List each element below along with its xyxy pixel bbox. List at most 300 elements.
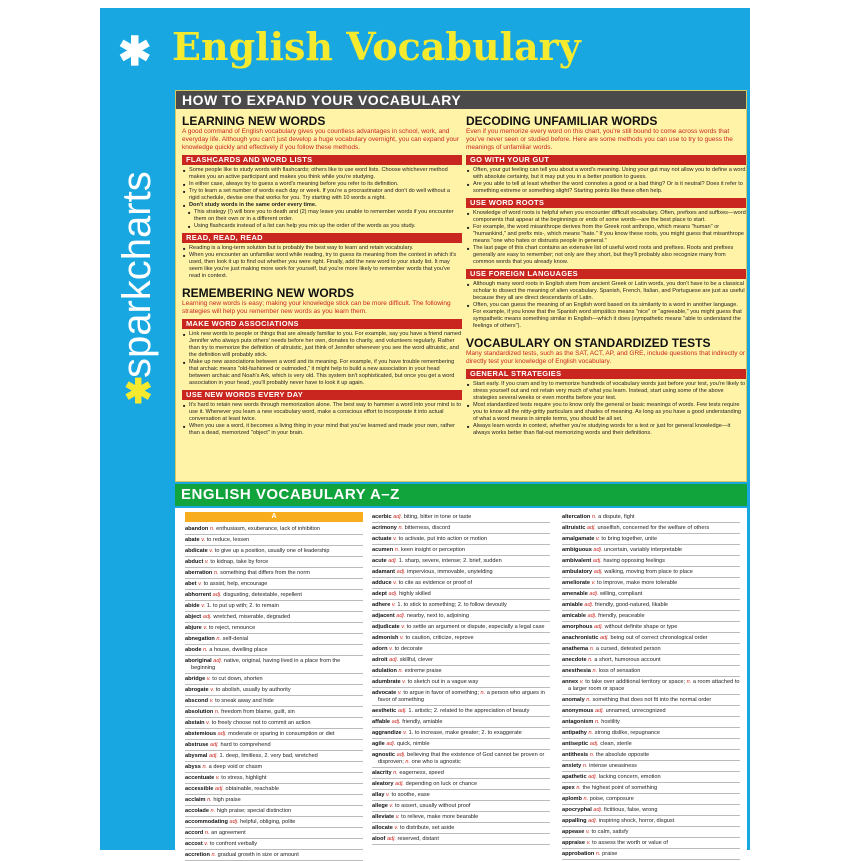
- vocab-word: anonymous: [562, 707, 594, 714]
- list-item: ■ Link new words to people or things that are already familiar to you. For example, say you have a friend named Jennifer who always puts others' needs before her own, donates to charity, and volunteers regularly. Rather than try to memorize the definition of altruistic, just think of Jennifer whenever you see the word altruistic, and the definition will probably stick.: [182, 331, 462, 359]
- part-of-speech: n.: [686, 678, 692, 685]
- part-of-speech: adj.: [212, 591, 222, 598]
- list-item: ■ Often, your gut feeling can tell you about a word's meaning. Using your gut may not allow you to define a word with absolute certainty, but it may put you in a better position to guess.: [466, 167, 746, 181]
- definition: to assert, usually without proof: [394, 802, 471, 809]
- foreign-list: [466, 281, 746, 330]
- vocab-word: anxiety: [562, 762, 582, 769]
- vocab-word: accolade: [185, 807, 209, 814]
- vocab-word: anecdote: [562, 656, 587, 663]
- definition: a person who argues in favor of something: [378, 689, 545, 703]
- definition: hostility: [601, 718, 620, 725]
- definition: to calm, satisfy: [591, 828, 629, 835]
- definition: 1. sharp, severe, intense; 2. brief, sudden: [398, 557, 502, 564]
- vocab-entry: [185, 784, 363, 795]
- vocab-word: apocryphal: [562, 806, 592, 813]
- part-of-speech: adj.: [593, 806, 603, 813]
- howto-panel: [175, 90, 747, 482]
- brand-logo: [112, 128, 162, 411]
- part-of-speech: v.: [201, 602, 206, 609]
- vocab-word: apathetic: [562, 773, 587, 780]
- vocab-entry: [372, 706, 550, 717]
- definition: a room attached to a larger room or space: [568, 678, 740, 692]
- vocab-entry: [372, 717, 550, 728]
- part-of-speech: adj.: [594, 707, 604, 714]
- part-of-speech: adj.: [388, 557, 398, 564]
- vocab-word: allocate: [372, 824, 393, 831]
- definition: uncertain, variably interpretable: [604, 546, 683, 553]
- roots-list: [466, 210, 746, 266]
- vocab-word: admonish: [372, 634, 399, 641]
- vocab-entry: [562, 644, 740, 655]
- definition: intense uneasiness: [589, 762, 637, 769]
- vocab-word: abhorrent: [185, 591, 212, 598]
- vocab-word: acerbic: [372, 513, 392, 520]
- vocab-entry: [185, 601, 363, 612]
- vocab-entry: [185, 817, 363, 828]
- page-title: English Vocabulary: [172, 24, 581, 69]
- vocab-word: abide: [185, 602, 200, 609]
- vocab-word: advocate: [372, 689, 397, 696]
- definition: friendly, amiable: [402, 718, 443, 725]
- definition: reserved, distant: [397, 835, 439, 842]
- definition: to bring together, unite: [601, 535, 658, 542]
- vocab-entry: [562, 655, 740, 666]
- part-of-speech: v.: [209, 697, 214, 704]
- definition: to improve, make more tolerable: [597, 579, 678, 586]
- part-of-speech: adj.: [588, 773, 598, 780]
- definition: poise, composure: [589, 795, 634, 802]
- asterisk-icon: ✱: [118, 30, 152, 74]
- vocab-word: anachronistic: [562, 634, 599, 641]
- definition: without definite shape or type: [604, 623, 678, 630]
- az-header: ENGLISH VOCABULARY A–Z: [175, 484, 747, 506]
- standardized-intro: Many standardized tests, such as the SAT, ACT, AP, and GRE, include questions that indirectly or directly test your knowledge of English vocabulary.: [466, 350, 746, 365]
- definition: extreme praise: [404, 667, 442, 674]
- vocab-entry: [185, 579, 363, 590]
- vocab-word: agile: [372, 740, 385, 747]
- definition: 1. to increase, make greater; 2. to exaggerate: [408, 729, 522, 736]
- vocab-word: aleatory: [372, 780, 394, 787]
- definition: strong dislike, repugnance: [594, 729, 660, 736]
- vocab-entry: [185, 696, 363, 707]
- vocab-word: ambiguous: [562, 546, 592, 553]
- vocab-word: abduct: [185, 558, 204, 565]
- part-of-speech: n.: [209, 525, 215, 532]
- definition: depending on luck or chance: [405, 780, 478, 787]
- part-of-speech: adj.: [397, 707, 407, 714]
- vocab-word: accommodating: [185, 818, 228, 825]
- definition: to assist, help, encourage: [203, 580, 268, 587]
- part-of-speech: adj.: [389, 656, 399, 663]
- vocab-entry: [562, 622, 740, 633]
- vocab-word: alacrity: [372, 769, 392, 776]
- flashcards-header: FLASHCARDS AND WORD LISTS: [182, 155, 462, 165]
- vocab-entry: [372, 750, 550, 768]
- part-of-speech: adj.: [208, 752, 218, 759]
- vocab-entry: [372, 739, 550, 750]
- vocab-word: amorphous: [562, 623, 593, 630]
- read-list: [182, 245, 462, 280]
- part-of-speech: n.: [589, 645, 595, 652]
- part-of-speech: v.: [595, 535, 600, 542]
- vocab-word: altruistic: [562, 524, 586, 531]
- vocab-word: aggrandize: [372, 729, 402, 736]
- definition: to caution, criticize, reprove: [405, 634, 474, 641]
- definition: friendly, good-natured, likable: [595, 601, 668, 608]
- definition: a house, dwelling place: [209, 646, 268, 653]
- list-subitem: ■ Using flashcards instead of a list can help you mix up the order of the words as you study.: [182, 223, 462, 230]
- vocab-word: appease: [562, 828, 585, 835]
- list-item: ■ Make up new associations between a word and its meaning. For example, if you have trouble remembering that archaic means "old-fashioned or outmoded," it might help to build a new association in your head between archaic and Noah's Ark, which is very old. This system isn't sophisticated, but once you get a word association in your head, you'll probably never have to look it up again.: [182, 359, 462, 387]
- vocab-entry: [372, 534, 550, 545]
- list-item: ■ Although many word roots in English stem from ancient Greek or Latin words, you don't have to be a classical scholar to dissect the meaning of alien vocabulary. Spanish, French, Italian, and Portuguese are just as useful because they all are direct descendants of Latin.: [466, 281, 746, 302]
- vocab-entry: [562, 677, 740, 695]
- vocab-word: appraise: [562, 839, 586, 846]
- vocab-word: ambivalent: [562, 557, 592, 564]
- vocab-word: adumbrate: [372, 678, 401, 685]
- vocab-entry: [562, 761, 740, 772]
- az-column-3: [562, 512, 740, 860]
- vocab-word: accost: [185, 840, 203, 847]
- vocab-entry: [185, 612, 363, 623]
- list-item: ■ Start early. If you cram and try to memorize hundreds of vocabulary words just before your test, you're likely to stress yourself out and not retain very much of what you learn. Instead, start using some of the above strategies several weeks or even months before your test.: [466, 381, 746, 402]
- part-of-speech: adj.: [386, 740, 396, 747]
- vocab-entry: [185, 634, 363, 645]
- vocab-word: aloof: [372, 835, 386, 842]
- definition: to cut down, shorten: [212, 675, 263, 682]
- read-header: READ, READ, READ: [182, 233, 462, 243]
- vocab-word: abyss: [185, 763, 201, 770]
- part-of-speech: v.: [391, 601, 396, 608]
- vocab-word: abode: [185, 646, 202, 653]
- part-of-speech: v.: [394, 824, 399, 831]
- vocab-entry: [372, 812, 550, 823]
- part-of-speech: n.: [583, 795, 589, 802]
- definition: bitterness, discord: [404, 524, 451, 531]
- decoding-intro: Even if you memorize every word on this chart, you're still bound to come across words that you've never seen or studied before. Here are some methods you can use to try to guess the meanings of unfamiliar words.: [466, 128, 733, 151]
- vocab-word: accessible: [185, 785, 214, 792]
- vocab-entry: [185, 806, 363, 817]
- vocab-word: ambulatory: [562, 568, 593, 575]
- part-of-speech: v.: [209, 547, 214, 554]
- vocab-word: adjacent: [372, 612, 395, 619]
- vocab-entry: [562, 728, 740, 739]
- part-of-speech: v.: [201, 536, 206, 543]
- vocab-entry: [372, 633, 550, 644]
- definition: to decorate: [394, 645, 423, 652]
- part-of-speech: adj.: [213, 657, 223, 664]
- part-of-speech: n.: [589, 751, 595, 758]
- vocab-entry: [372, 644, 550, 655]
- definition: an agreement: [211, 829, 246, 836]
- standardized-title: VOCABULARY ON STANDARDIZED TESTS: [466, 336, 711, 350]
- vocab-word: apex: [562, 784, 575, 791]
- part-of-speech: adj.: [388, 590, 398, 597]
- definition: unnamed, unrecognized: [605, 707, 666, 714]
- part-of-speech: n.: [210, 807, 216, 814]
- part-of-speech: v.: [198, 580, 203, 587]
- vocab-entry: [372, 545, 550, 556]
- definition: disgusting, detestable, repellent: [223, 591, 302, 598]
- vocab-word: antipathy: [562, 729, 587, 736]
- vocab-word: alleviate: [372, 813, 395, 820]
- vocab-entry: [185, 557, 363, 568]
- definition: to distribute, set aside: [399, 824, 455, 831]
- definition: a deep void or chasm: [208, 763, 263, 770]
- definition: inspiring shock, horror, disgust: [598, 817, 675, 824]
- vocab-entry: [562, 805, 740, 816]
- part-of-speech: n.: [582, 762, 588, 769]
- list-subitem: ■ This strategy (!) will bore you to death and (2) may leave you unable to remember words if you encounter them on their own or in a different order.: [182, 209, 462, 223]
- vocab-entry: [185, 773, 363, 784]
- part-of-speech: adj.: [587, 612, 597, 619]
- vocab-word: adhere: [372, 601, 391, 608]
- vocab-entry: [372, 823, 550, 834]
- part-of-speech: n.: [213, 569, 219, 576]
- vocab-entry: [372, 728, 550, 739]
- definition: to activate, put into action or motion: [398, 535, 487, 542]
- vocab-word: abstain: [185, 719, 205, 726]
- vocab-word: abject: [185, 613, 202, 620]
- vocab-entry: [562, 600, 740, 611]
- definition: one who is agnostic: [411, 758, 461, 765]
- vocab-entry: [562, 512, 740, 523]
- vocab-entry: [562, 794, 740, 805]
- az-panel: [175, 508, 747, 858]
- howto-right-column: [466, 113, 746, 437]
- vocab-entry: [562, 589, 740, 600]
- vocab-word: acrimony: [372, 524, 397, 531]
- chart-sheet: [100, 8, 750, 858]
- part-of-speech: v.: [204, 840, 209, 847]
- vocab-word: amenable: [562, 590, 588, 597]
- vocab-entry: [372, 589, 550, 600]
- list-item: ■ The last page of this chart contains an extensive list of useful word roots and prefixes. Roots and prefixes generally are easy to remember; not only are they short, but they'll probably also recognize many from common words that you already know.: [466, 245, 746, 266]
- definition: walking, moving from place to place: [604, 568, 693, 575]
- definition: to freely choose not to commit an action: [211, 719, 311, 726]
- vocab-word: adept: [372, 590, 387, 597]
- definition: to stress, highlight: [221, 774, 267, 781]
- vocab-word: antagonism: [562, 718, 594, 725]
- definition: skillful, clever: [399, 656, 433, 663]
- part-of-speech: v.: [206, 719, 211, 726]
- definition: the highest point of something: [582, 784, 658, 791]
- part-of-speech: n.: [207, 796, 212, 803]
- list-item: ■ Don't study words in the same order every time.: [182, 202, 462, 209]
- vocab-entry: [372, 567, 550, 578]
- definition: loss of sensation: [598, 667, 641, 674]
- part-of-speech: v.: [585, 828, 590, 835]
- part-of-speech: n.: [405, 758, 411, 765]
- vocab-word: accretion: [185, 851, 210, 858]
- definition: to cite as evidence or proof of: [398, 579, 473, 586]
- vocab-entry: [372, 622, 550, 633]
- howto-left-column: [182, 113, 462, 437]
- list-item: ■ Knowledge of word roots is helpful when you encounter difficult vocabulary. Often, prefixes and suffixes—word components that appear at the beginnings or ends of some words—are the best place to start.: [466, 210, 746, 224]
- definition: impervious, immovable, unyielding: [407, 568, 493, 575]
- definition: friendly, peaceable: [598, 612, 645, 619]
- foreign-header: USE FOREIGN LANGUAGES: [466, 269, 746, 279]
- vocab-entry: [372, 677, 550, 688]
- part-of-speech: v.: [403, 729, 408, 736]
- definition: to confront verbally: [209, 840, 258, 847]
- howto-header: HOW TO EXPAND YOUR VOCABULARY: [176, 91, 746, 109]
- vocab-entry: [185, 762, 363, 773]
- vocab-word: abrogate: [185, 686, 209, 693]
- vocab-entry: [185, 535, 363, 546]
- definition: high praise: [213, 796, 241, 803]
- gut-list: [466, 167, 746, 195]
- definition: hard to comprehend: [220, 741, 271, 748]
- vocab-entry: [372, 556, 550, 567]
- roots-header: USE WORD ROOTS: [466, 198, 746, 208]
- definition: high praise; special distinction: [216, 807, 292, 814]
- vocab-entry: [372, 790, 550, 801]
- definition: to argue in favor of something;: [403, 689, 479, 696]
- list-item: ■ For example, the word misanthrope derives from the Greek root anthropo, which means "human" or "humankind," and prefix mis-, which means "hate." If you know these roots, you might guess that misanthrope means "one who hates or distrusts people in general.": [466, 224, 746, 245]
- vocab-word: actuate: [372, 535, 392, 542]
- vocab-word: amicable: [562, 612, 586, 619]
- definition: self-denial: [222, 635, 249, 642]
- part-of-speech: n.: [398, 667, 404, 674]
- definition: helpful, obliging, polite: [240, 818, 296, 825]
- vocab-entry: [562, 611, 740, 622]
- vocab-word: amiable: [562, 601, 583, 608]
- svg-text:✱: ✱: [124, 373, 153, 411]
- vocab-word: altercation: [562, 513, 591, 520]
- part-of-speech: adj.: [592, 557, 602, 564]
- vocab-word: approbation: [562, 850, 595, 857]
- definition: nearby, next to, adjoining: [406, 612, 469, 619]
- part-of-speech: v.: [402, 678, 407, 685]
- definition: eagerness, speed: [399, 769, 444, 776]
- list-item: ■ Always learn words in context, whether you're studying words for a test or just for general knowledge—it always works better than flat-out memorizing words and their definitions.: [466, 423, 746, 437]
- vocab-word: abate: [185, 536, 200, 543]
- vocab-word: abandon: [185, 525, 209, 532]
- brand-wordmark: sparkcharts: [115, 171, 159, 378]
- decoding-title: DECODING UNFAMILIAR WORDS: [466, 114, 658, 128]
- definition: to kidnap, take by force: [210, 558, 269, 565]
- part-of-speech: v.: [210, 686, 215, 693]
- part-of-speech: adj.: [386, 835, 396, 842]
- definition: praise: [602, 850, 618, 857]
- vocab-word: absolution: [185, 708, 214, 715]
- definition: a cursed, detested person: [595, 645, 661, 652]
- vocab-word: abnegation: [185, 635, 215, 642]
- part-of-speech: v.: [395, 813, 400, 820]
- az-column-1: [185, 512, 363, 861]
- part-of-speech: adj.: [202, 613, 212, 620]
- vocab-entry: [372, 834, 550, 845]
- vocab-word: amalgamate: [562, 535, 595, 542]
- vocab-word: aesthetic: [372, 707, 397, 714]
- vocab-entry: [185, 685, 363, 696]
- part-of-speech: adj.: [217, 730, 227, 737]
- part-of-speech: n.: [576, 784, 581, 791]
- vocab-word: accord: [185, 829, 204, 836]
- vocab-word: adjudicate: [372, 623, 400, 630]
- vocab-word: abdicate: [185, 547, 208, 554]
- side-brand-strip: [100, 8, 170, 850]
- vocab-word: acute: [372, 557, 387, 564]
- part-of-speech: v.: [389, 802, 394, 809]
- part-of-speech: n.: [588, 656, 593, 663]
- vocab-entry: [372, 779, 550, 790]
- vocab-entry: [372, 655, 550, 666]
- vocab-word: abstemious: [185, 730, 217, 737]
- vocab-word: adamant: [372, 568, 396, 575]
- general-list: [466, 381, 746, 437]
- part-of-speech: n.: [398, 524, 404, 531]
- vocab-word: antiseptic: [562, 740, 589, 747]
- vocab-entry: [562, 706, 740, 717]
- definition: to soothe, ease: [391, 791, 430, 798]
- definition: a dispute, fight: [598, 513, 635, 520]
- vocab-entry: [185, 656, 363, 674]
- definition: to give up a position, usually one of leadership: [214, 547, 330, 554]
- vocab-entry: [185, 718, 363, 729]
- list-item: ■ Some people like to study words with flashcards; others like to use word lists. Choose whichever method makes you an active participant and makes you think while you're studying.: [182, 167, 462, 181]
- vocab-entry: [562, 545, 740, 556]
- part-of-speech: adj.: [396, 751, 406, 758]
- definition: to reject, renounce: [208, 624, 256, 631]
- vocab-entry: [185, 839, 363, 850]
- definition: being out of correct chronological order: [610, 634, 708, 641]
- vocab-entry: [372, 666, 550, 677]
- part-of-speech: n.: [211, 851, 217, 858]
- definition: to abolish, usually by authority: [215, 686, 291, 693]
- vocab-entry: [372, 688, 550, 706]
- vocab-word: aboriginal: [185, 657, 212, 664]
- definition: clean, sterile: [600, 740, 632, 747]
- list-item: ■ Often, you can guess the meaning of an English word based on its similarity to a word in another language. For example, if you know that the Spanish word simpático means "nice" or "agreeable," you might guess that sympathetic means something similar in English—which it does (sympathetic means "able to understand the feelings of others").: [466, 302, 746, 330]
- vocab-entry: [372, 523, 550, 534]
- vocab-entry: [562, 695, 740, 706]
- definition: moderate or sparing in consumption or diet: [228, 730, 335, 737]
- vocab-entry: [185, 645, 363, 656]
- vocab-word: allay: [372, 791, 385, 798]
- definition: freedom from blame, guilt, sin: [221, 708, 295, 715]
- definition: something that does not fit into the normal order: [592, 696, 712, 703]
- vocab-entry: [372, 611, 550, 622]
- general-header: GENERAL STRATEGIES: [466, 369, 746, 379]
- vocab-word: ameliorate: [562, 579, 590, 586]
- vocab-word: anathema: [562, 645, 589, 652]
- vocab-entry: [562, 849, 740, 860]
- vocab-word: abjure: [185, 624, 202, 631]
- definition: unselfish, concerned for the welfare of others: [597, 524, 710, 531]
- definition: having opposing feelings: [603, 557, 665, 564]
- vocab-entry: [185, 795, 363, 806]
- part-of-speech: n.: [595, 850, 601, 857]
- vocab-entry: [562, 717, 740, 728]
- part-of-speech: adj.: [589, 740, 599, 747]
- part-of-speech: n.: [588, 729, 594, 736]
- vocab-word: adulation: [372, 667, 397, 674]
- definition: keen insight or perception: [400, 546, 465, 553]
- remembering-intro: Learning new words is easy; making your knowledge stick can be more difficult. The following strategies will help you remember new words as you learn them.: [182, 300, 451, 315]
- az-column-2: [372, 512, 550, 845]
- vocab-entry: [372, 801, 550, 812]
- part-of-speech: adj.: [584, 601, 594, 608]
- definition: native, original, having lived in a place from the beginning: [191, 657, 341, 671]
- vocab-entry: [185, 828, 363, 839]
- vocab-word: annex: [562, 678, 579, 685]
- vocab-entry: [185, 850, 363, 861]
- definition: to reduce, lessen: [206, 536, 250, 543]
- vocab-entry: [562, 523, 740, 534]
- list-item: ■ Most standardized tests require you to know only the general or basic meanings of words. Few tests require you to know all the nitty-gritty particulars and shades of meaning. As long as you have a good understanding of what a word means in simple terms, you should be all set.: [466, 402, 746, 423]
